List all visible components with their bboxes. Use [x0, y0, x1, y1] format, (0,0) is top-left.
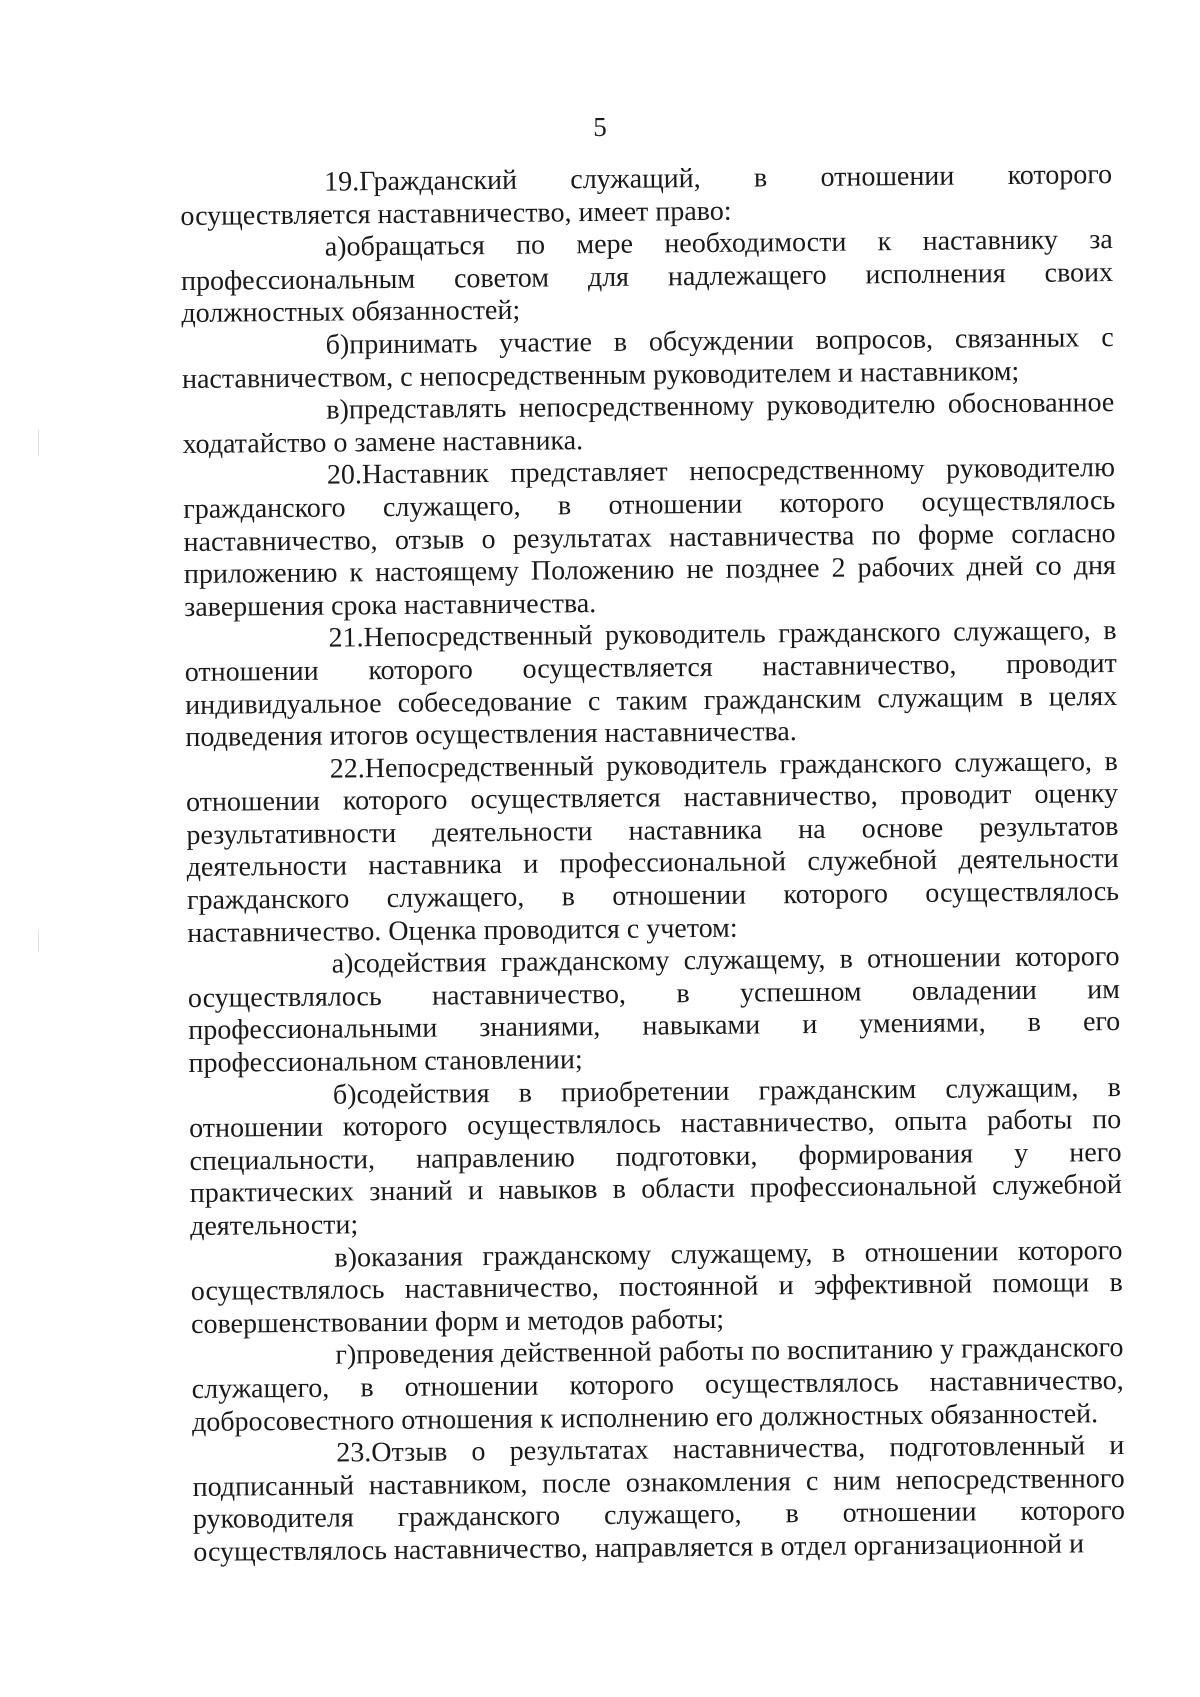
paragraph-text: Наставник представляет непосредственному руководителю гражданского служащего, в отношении которого осуществлялось наставничество, отзыв о результатах наставничества по форме согласно приложению к настоящему Положению не позднее 2 рабочих дней со дня завершения срока наставничества.: [183, 452, 1117, 623]
subitem-letter: в): [334, 1241, 358, 1274]
paragraph-number: 23.: [336, 1437, 372, 1469]
subitem-text: проведения действенной работы по воспитанию у гражданского служащего, в отношении которого осуществлялось наставничество, добросовестного отношения к исполнению его должностных обязанностей.: [191, 1332, 1124, 1438]
subitem-22b: [189, 1072, 1123, 1244]
subitem-19a: [181, 224, 1114, 331]
subitem-text: представлять непосредственному руководителю обоснованное ходатайство о замене наставника.: [182, 387, 1115, 460]
subitem-22a: [188, 941, 1121, 1080]
subitem-letter: а): [324, 231, 347, 263]
paragraph-21: [184, 615, 1117, 754]
paragraph-number: 22.: [329, 752, 365, 785]
page-number: 5: [593, 112, 607, 142]
scan-edge-mark: [38, 930, 39, 952]
subitem-letter: в): [326, 394, 350, 426]
subitem-19b: [182, 322, 1115, 396]
subitem-letter: а): [331, 948, 354, 980]
paragraph-19: [180, 159, 1113, 233]
subitem-22g: [191, 1332, 1124, 1439]
subitem-text: обращаться по мере необходимости к наставнику за профессиональным советом для надлежащего исполнения своих должностных обязанностей;: [180, 224, 1114, 330]
subitem-letter: б): [332, 1078, 357, 1111]
paragraph-text: Гражданский служащий, в отношении которого осуществляется наставничество, имеет право:: [180, 159, 1113, 232]
paragraph-text: Отзыв о результатах наставничества, подготовленный и подписанный наставником, после ознакомления с ним непосредственного руководителя гражданского служащего, в отношении которого осуществлялось наставничество, направляется в отдел организационной и: [192, 1430, 1126, 1568]
subitem-19v: [182, 387, 1115, 461]
subitem-letter: б): [325, 329, 350, 361]
paragraph-text: Непосредственный руководитель гражданского служащего, в отношении которого осуществляется наставничество, проводит оценку результативности деятельности наставника на основе результатов деятельности наставника и профессиональной служебной деятельности гражданского служащего, в отношении которого осуществлялось наставничество. Оценка проводится с учетом:: [185, 745, 1120, 949]
paragraph-number: 21.: [328, 622, 364, 654]
paragraph-number: 19.: [323, 166, 360, 198]
subitem-letter: г): [335, 1339, 357, 1371]
scan-edge-mark: [38, 430, 39, 456]
subitem-text: содействия гражданскому служащему, в отношении которого осуществлялось наставничество, в успешном овладении им профессиональными знаниями, навыками и умениями, в его профессиональном становлении;: [187, 941, 1121, 1079]
subitem-text: содействия в приобретении гражданским служащим, в отношении которого осуществлялось наставничество, опыта работы по специальности, направлению подготовки, формирования у него практических знаний и навыков в области профессиональной служебной деятельности;: [189, 1071, 1122, 1242]
paragraph-text: Непосредственный руководитель гражданского служащего, в отношении которого осуществляется наставничество, проводит индивидуальное собеседование с таким гражданским служащим в целях подведения итогов осуществления наставничества.: [184, 615, 1118, 754]
paragraph-22: [186, 746, 1120, 950]
paragraph-23: [192, 1430, 1125, 1569]
document-body: [180, 159, 1125, 1569]
paragraph-number: 20.: [326, 459, 363, 491]
paragraph-20: [183, 452, 1117, 624]
subitem-text: принимать участие в обсуждении вопросов, связанных с наставничеством, с непосредственным руководителем и наставником;: [181, 322, 1114, 395]
subitem-22v: [190, 1235, 1123, 1342]
subitem-text: оказания гражданскому служащему, в отношении которого осуществлялось наставничество, постоянной и эффективной помощи в совершенствовании форм и методов работы;: [190, 1234, 1123, 1340]
